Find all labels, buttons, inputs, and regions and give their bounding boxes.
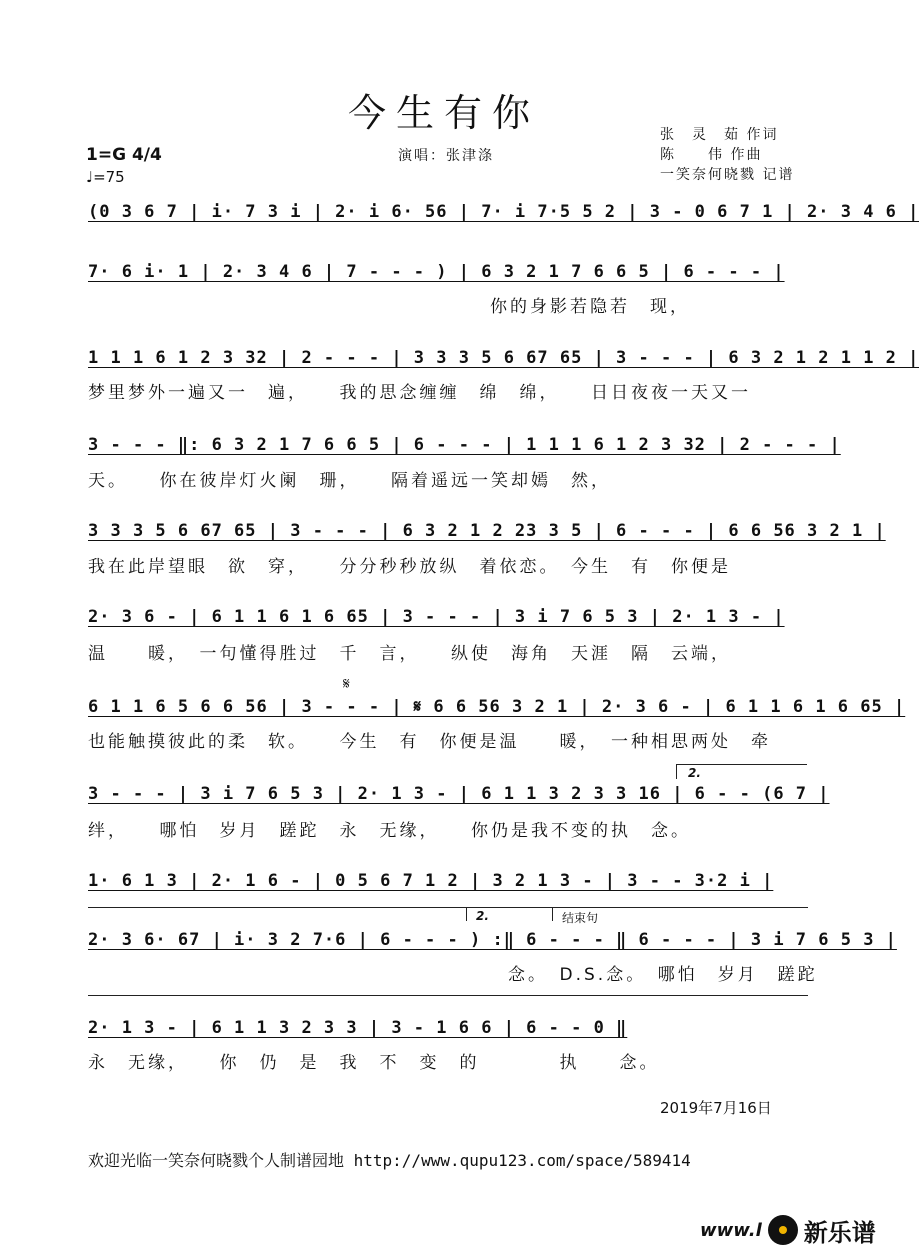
score-row-lyric: 我在此岸望眼 欲 穿， 分分秒秒放纵 着依恋。 今生 有 你便是 [88, 557, 731, 577]
volta-label: 2. [476, 909, 489, 923]
staff-divider [88, 907, 808, 908]
score-row-notes: 2· 1 3 - | 6 1 1 3 2 3 3 | 3 - 1 6 6 | 6 - - 0 ‖ [88, 1018, 628, 1038]
score-row-lyric: 梦里梦外一遍又一 遍， 我的思念缠缠 绵 绵， 日日夜夜一天又一 [88, 383, 751, 403]
disc-icon [768, 1215, 798, 1245]
score-row-notes: 3 3 3 5 6 67 65 | 3 - - - | 6 3 2 1 2 23 3 5 | 6 - - - | 6 6 56 3 2 1 | [88, 521, 886, 541]
song-title: 今生有你 [347, 91, 540, 135]
score-row-notes: 3 - - - ‖: 6 3 2 1 7 6 6 5 | 6 - - - | 1 1 1 6 1 2 3 32 | 2 - - - | [88, 435, 841, 455]
score-row-notes: 2· 3 6 - | 6 1 1 6 1 6 65 | 3 - - - | 3 i 7 6 5 3 | 2· 1 3 - | [88, 607, 785, 627]
site-logo[interactable] [700, 1212, 876, 1248]
logo-url: www.l [700, 1219, 762, 1241]
volta-label: 2. [688, 766, 701, 780]
score-row-notes: 6 1 1 6 5 6 6 56 | 3 - - - | 𝄋 6 6 56 3 2 1 | 2· 3 6 - | 6 1 1 6 1 6 65 | [88, 697, 906, 717]
score-row-notes: (0 3 6 7 | i· 7 3 i | 2· i 6· 56 | 7· i 7·5 5 2 | 3 - 0 6 7 1 | 2· 3 4 6 | [88, 202, 919, 222]
transcription-date: 2019年7月16日 [660, 1099, 772, 1117]
tempo-marking: ♩=75 [86, 168, 125, 186]
ending-label: 结束句 [562, 911, 599, 925]
lyricist-credit: 张 灵 茹 作词 [660, 127, 779, 143]
staff-divider [88, 995, 808, 996]
score-row-lyric: 也能触摸彼此的柔 软。 今生 有 你便是温 暖， 一种相思两处 牵 [88, 732, 771, 752]
score-row-notes: 2· 3 6· 67 | i· 3 2 7·6 | 6 - - - ) :‖ 6 - - - ‖ 6 - - - | 3 i 7 6 5 3 | [88, 930, 897, 950]
score-row-notes: 1· 6 1 3 | 2· 1 6 - | 0 5 6 7 1 2 | 3 2 1 3 - | 3 - - 3·2 i | [88, 871, 774, 891]
score-row-lyric: 念。 D.S.念。 哪怕 岁月 蹉跎 [88, 965, 818, 985]
score-row-notes: 3 - - - | 3 i 7 6 5 3 | 2· 1 3 - | 6 1 1 3 2 3 3 16 | 6 - - (6 7 | [88, 784, 830, 804]
composer-credit: 陈 伟 作曲 [660, 147, 763, 163]
score-row-lyric: 绊， 哪怕 岁月 蹉跎 永 无缘， 你仍是我不变的执 念。 [88, 821, 691, 841]
score-row-lyric: 温 暖， 一句懂得胜过 千 言， 纵使 海角 天涯 隔 云端， [88, 644, 731, 664]
transcriber-credit: 一笑奈何晓戮 记谱 [660, 167, 795, 183]
score-row-lyric: 天。 你在彼岸灯火阑 珊， 隔着遥远一笑却嫣 然， [88, 471, 611, 491]
singer-credit: 演唱：张津涤 [398, 148, 494, 164]
score-row-notes: 1 1 1 6 1 2 3 32 | 2 - - - | 3 3 3 5 6 67 65 | 3 - - - | 6 3 2 1 2 1 1 2 | [88, 348, 919, 368]
score-row-lyric: 永 无缘， 你 仍 是 我 不 变 的 执 念。 [88, 1053, 660, 1073]
score-row-lyric: 你的身影若隐若 现， [490, 297, 690, 317]
score-row-notes: 7· 6 i· 1 | 2· 3 4 6 | 7 - - - ) | 6 3 2 1 7 6 6 5 | 6 - - - | [88, 262, 785, 282]
logo-name: 新乐谱 [803, 1218, 876, 1247]
key-signature: 1=G 4/4 [86, 145, 162, 165]
footer-text[interactable]: 欢迎光临一笑奈何晓戮个人制谱园地 http://www.qupu123.com/space/589414 [88, 1151, 691, 1170]
segno-sign: 𝄋 [343, 674, 350, 693]
